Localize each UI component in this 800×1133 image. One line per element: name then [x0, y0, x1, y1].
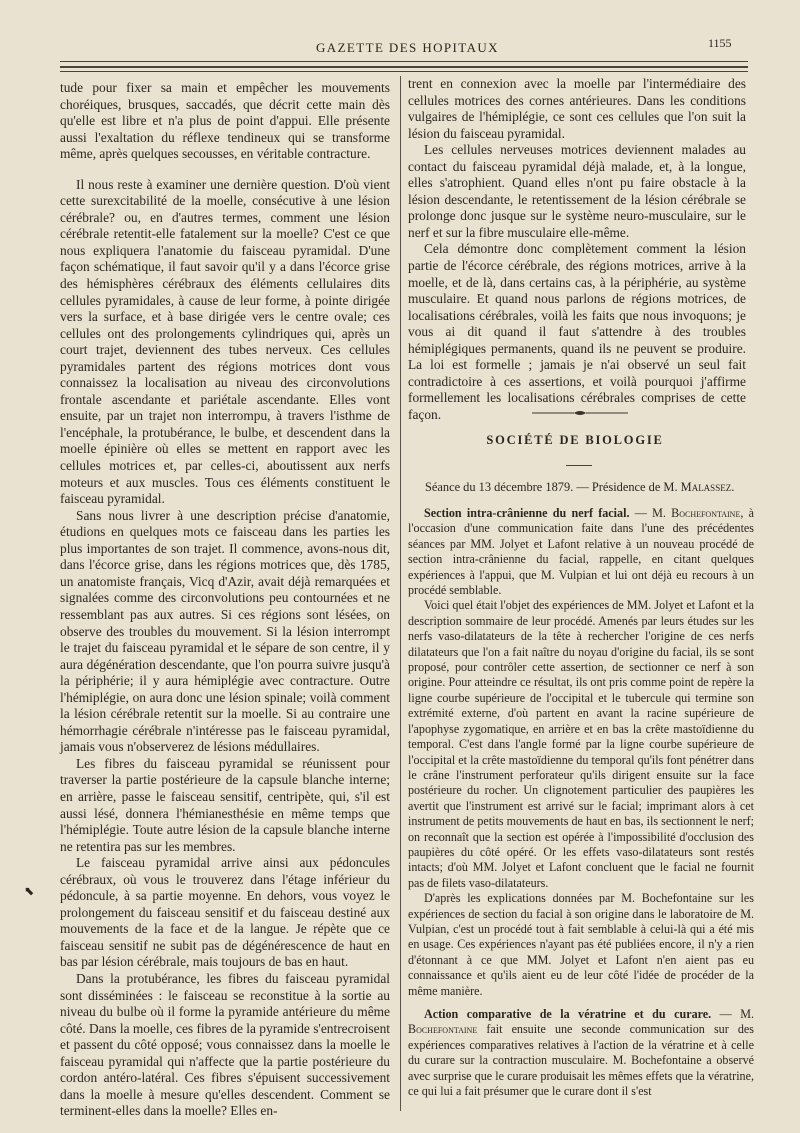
short-rule — [566, 465, 592, 466]
paragraph: D'après les explications données par M. Bochefontaine sur les expériences de section du facial à son origine dans le laboratoire de M. Vulpian, c'est un procédé tout à fait semblable à celui-là qui a été mis en usage. Ces expériences n'ayant pas été publiées encore, il n'y a rien d'étonnant à ce que MM. Jolyet et Lafont n'en aient pas eu connaissance et qu'ils aient eu de leur côté l'idée de procéder de la même manière. — [408, 891, 754, 998]
paragraph: Il nous reste à examiner une dernière question. D'où vient cette surexcitabilité de la moelle, consécutive à une lésion cérébrale? ou, en d'autres termes, comment une lésion cérébrale retentit-elle fatalement sur la moelle? C'est ce que nous expliquera l'anatomie du faisceau pyramidal. D'une façon schématique, il faut savoir qu'il y a dans l'écorce grise des hémisphères cérébraux des éléments cellulaires dits cellules pyramidales, à cause de leur forme, à pointe dirigée vers la surface, et à base dirigée vers le centre ovale; ces cellules ont des prolongements cylindriques qui, après un court trajet, deviennent des tubes nerveux. Ces cellules pyramidales partent des régions motrices dont vous connaissez la localisation au niveau des circonvolutions frontale ascendante et pariétale ascendante. Elles vont ensuite, par un trajet non interrompu, à travers l'isthme de l'encéphale, la protubérance, le bulbe, et descendent dans la moelle épinière où elles se mettent en rapport avec les cellules motrices et, par celles-ci, aboutissent aux nerfs moteurs et aux muscles. Tous ces éléments constituent le faisceau pyramidal. — [60, 176, 390, 507]
paragraph: Les fibres du faisceau pyramidal se réunissent pour traverser la partie postérieure de la capsule blanche interne; en arrière, passe le faisceau sensitif, centripète, qui, s'il est aussi lésé, donnera l'hémianesthésie en même temps que l'hémiplégie. Toute autre lésion de la capsule blanche interne ne retentira pas sur les membres. — [60, 755, 390, 854]
president-name: Malassez. — [680, 480, 735, 494]
author-name: M. Bochefontaine — [408, 1007, 755, 1037]
paragraph: Voici quel était l'objet des expériences de MM. Jolyet et Lafont et la description sommaire de leur procédé. Amenés par leurs études sur les nerfs vaso-dilatateurs de la tête à rechercher l'origine de ces nerfs dilatateurs que l'on a fait naître du noyau d'origine du facial, ils se sont proposé, pour contrôler cette assertion, de sectionner ce nerf à son origine. Pour atteindre ce résultat, ils ont pris comme point de repère la ligne courbe supérieure de l'occipital et le tubercule qui termine son extrémité externe, d'où partent en avant la racine supérieure de l'apophyse zygomatique, en arrière et en bas la crête mastoïdienne du temporal. C'est dans l'angle formé par la ligne courbe supérieure de l'occipital et la crête mastoïdienne du temporal qu'ils font pénétrer dans le crâne l'instrument perforateur qu'ils dirigent ensuite sur la face postérieure du rocher. Un clignotement particulier des paupières les avertit que l'instrument est arrivé sur le facial; imprimant alors à cet instrument de petits mouvements de haut en bas, ils sectionnent le nerf; on reconnaît que la section est opérée à l'impossibilité d'occlusion des paupières du côté opéré. Or les effets vaso-dilatateurs sont restés intacts; d'où MM. Jolyet et Lafont concluent que le facial ne fournit pas de filets vaso-dilatateurs. — [408, 598, 754, 890]
paragraph: Sans nous livrer à une description précise d'anatomie, étudions en quelques mots ce faisceau dans les parties les plus importantes de son trajet. Il commence, avons-nous dit, dans l'écorce grise, dans les régions motrices que, dès 1785, un anatomiste français, Vicq d'Azir, avait déjà remarquées et signalées comme des circonvolutions peu contournées et ne ressemblant pas aux autres. Si ces régions sont lésées, on observe des troubles du mouvement. Si la lésion interrompt le trajet du faisceau pyramidal et le sépare de son centre, il y aura dégénération descendante, que l'on pourra suivre jusqu'à la périphérie; il y aura hémiplégie avec contracture. Outre l'hémiplégie, on aura donc une lésion spinale; voilà comment la lésion cérébrale retentit sur la moelle. Si au contraire une hémorrhagie cérébrale n'intéresse pas le faisceau pyramidal, jamais vous n'observerez de lésions médullaires. — [60, 507, 390, 755]
paragraph: Le faisceau pyramidal arrive ainsi aux pédoncules cérébraux, où vous le trouverez dans l'étage inférieur du pédoncule, à sa partie moyenne. En dehors, vous voyez le prolongement du faisceau sensitif et du faisceau destiné aux mouvements de la face et de la langue. Je répète que ce faisceau sensitif ne subit pas de dégénérescence de haut en bas par lésion cérébrale, mais toujours de bas en haut. — [60, 855, 390, 970]
margin-mark: ⬉ — [24, 884, 35, 898]
paragraph: tude pour fixer sa main et empêcher les mouvements choréiques, brusques, saccadés, que décrit cette main dès qu'elle est libre et n'a plus de point d'appui. Elle présente aussi l'exaltation du réflexe tendineux qui se transforme même, après quelques secousses, en véritable contracture. — [60, 80, 390, 162]
section-text: fait ensuite une seconde communication sur des expériences comparatives relatives à l'action de la vératrine et à celle du curare sur la contraction musculaire. M. Bochefontaine a observé avec surprise que le curare produisait les mêmes effets que la vératrine, ce qui lui a fait présumer que le curare dont il s'est — [408, 1022, 754, 1099]
header-rule-thick — [60, 66, 748, 68]
session-line — [425, 480, 734, 495]
section-text: , à l'occasion d'une communication faite dans l'une des précédentes séances par MM. Jolyet et Lafont relative à un nouveau procédé de section intra-crânienne du facial, rappelle, en citant quelques expériences à l'appui, que M. Vulpian et lui ont déjà eu recours à un procédé semblable. — [408, 506, 755, 598]
dash: — — [629, 506, 653, 520]
header-rule-thin — [60, 61, 748, 62]
paragraph: Cela démontre donc complètement comment la lésion partie de l'écorce cérébrale, des régions motrices, arrive à la moelle, et de là, dans certains cas, à la périphérie, au système musculaire. Et quand nous parlons de régions motrices, de localisations cérébrales, voilà les faits que nous invoquons; je vous ai dit quand il faut s'attendre à des troubles hémiplégiques permanents, quand ils ne peuvent se produire. La loi est formelle ; jamais je n'ai observé un seul fait contradictoire à ces assertions, et voilà pourquoi j'affirme formellement les localisations cérébrales comprises de cette façon. — [408, 241, 746, 422]
page-number: 1155 — [708, 36, 732, 50]
running-title: GAZETTE DES HOPITAUX — [316, 40, 499, 55]
column-divider — [400, 76, 401, 1111]
right-column-top — [408, 76, 746, 423]
section-title: Section intra-crânienne du nerf facial. — [424, 506, 630, 520]
paragraph: trent en connexion avec la moelle par l'intermédiaire des cellules motrices des cornes antérieures. Dans les conditions vulgaires de l'hémiplégie, ce sont ces cellules que l'on suit la lésion du faisceau pyramidal. — [408, 76, 746, 141]
section-paragraph — [408, 1007, 754, 1099]
author-name: M. Bochefontaine — [652, 506, 741, 520]
ornamental-divider — [530, 409, 630, 417]
section-paragraph — [408, 506, 754, 598]
paragraph: Les cellules nerveuses motrices deviennent malades au contact du faisceau pyramidal déjà malade, et, à la longue, elles s'atrophient. Quand elles n'ont pu faire obstacle à la lésion descendante, le retentissement de la lésion cérébrale se prolonge donc jusque sur le système neuro-musculaire, sur le nerf et sur la fibre musculaire elle-même. — [408, 142, 746, 240]
paragraph: Dans la protubérance, les fibres du faisceau pyramidal sont disséminées : le faisceau se reconstitue à la sortie au niveau du bulbe où il forme la pyramide antérieure du même côté. Dans la moelle, ces fibres de la pyramide s'entrecroisent et passent du côté opposé; vous connaissez dans la moelle le faisceau pyramidal qui n'affecte que la partie postérieure du cordon antéro-latéral. Ces fibres s'épuisent successivement dans la moelle à mesure qu'elles descendent. Comment se terminent-elles dans la moelle? Elles en- — [60, 970, 390, 1119]
left-column — [60, 80, 390, 1120]
right-column-bottom — [408, 506, 754, 1099]
section-heading: SOCIÉTÉ DE BIOLOGIE — [486, 433, 664, 447]
header-rule-bottom — [60, 71, 748, 72]
dash: — — [711, 1007, 741, 1021]
section-title: Action comparative de la vératrine et du curare. — [424, 1007, 712, 1021]
session-date: Séance du 13 décembre 1879. — Présidence de M. — [425, 480, 678, 494]
